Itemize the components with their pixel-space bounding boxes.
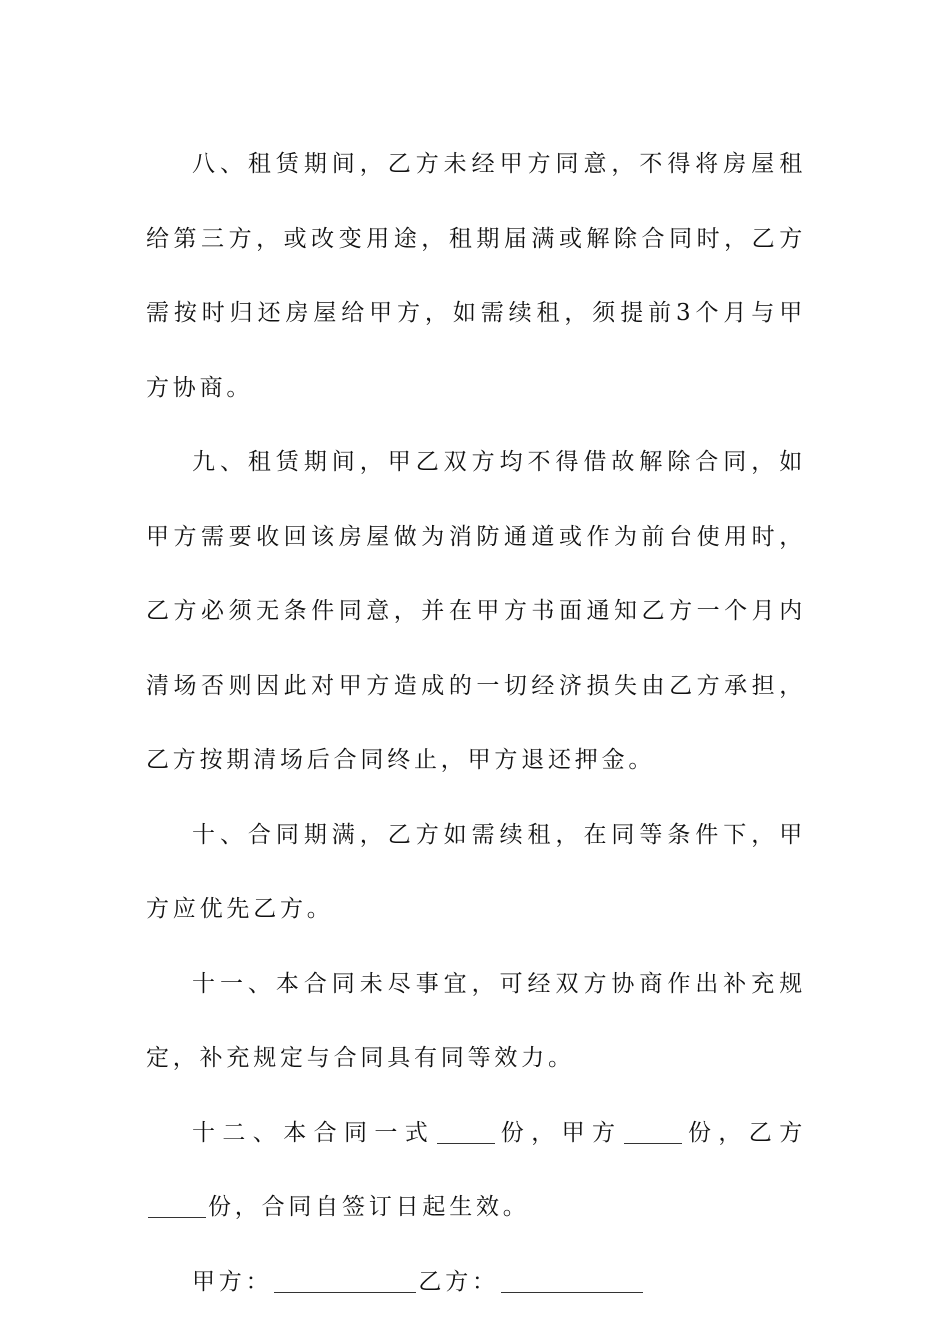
clause-8: 八、租赁期间，乙方未经甲方同意，不得将房屋租给第三方，或改变用途，租期届满或解除合同时，乙方需按时归还房屋给甲方，如需续租，须提前3个月与甲方协商。 bbox=[146, 151, 806, 401]
copies-party-b-blank[interactable] bbox=[148, 1194, 206, 1218]
clause-12-text-2: 份，甲方 bbox=[497, 1119, 623, 1146]
clause-11: 十一、本合同未尽事宜，可经双方协商作出补充规定，补充规定与合同具有同等效力。 bbox=[146, 970, 806, 1071]
clause-9: 九、租赁期间，甲乙双方均不得借故解除合同，如甲方需要收回该房屋做为消防通道或作为前台使用时，乙方必须无条件同意，并在甲方书面通知乙方一个月内清场否则因此对甲方造成的一切经济损失由乙方承担，乙方按期清场后合同终止，甲方退还押金。 bbox=[146, 449, 806, 773]
clause-12-text-1: 十二、本合同一式 bbox=[192, 1119, 436, 1146]
clause-10: 十、合同期满，乙方如需续租，在同等条件下，甲方应优先乙方。 bbox=[146, 821, 806, 922]
party-b-label: 乙方： bbox=[418, 1268, 499, 1295]
party-a-label: 甲方： bbox=[192, 1268, 273, 1295]
signature-line bbox=[146, 1245, 806, 1320]
clause-12-text-4: 份，合同自签订日起生效。 bbox=[208, 1194, 530, 1220]
party-a-signature-blank[interactable] bbox=[274, 1269, 416, 1293]
document-page bbox=[146, 127, 806, 1319]
party-b-signature-blank[interactable] bbox=[501, 1269, 643, 1293]
copies-total-blank[interactable] bbox=[437, 1120, 495, 1144]
clause-12-text-3: 份，乙方 bbox=[684, 1119, 807, 1146]
clause-12 bbox=[146, 1096, 806, 1245]
copies-party-a-blank[interactable] bbox=[624, 1120, 682, 1144]
